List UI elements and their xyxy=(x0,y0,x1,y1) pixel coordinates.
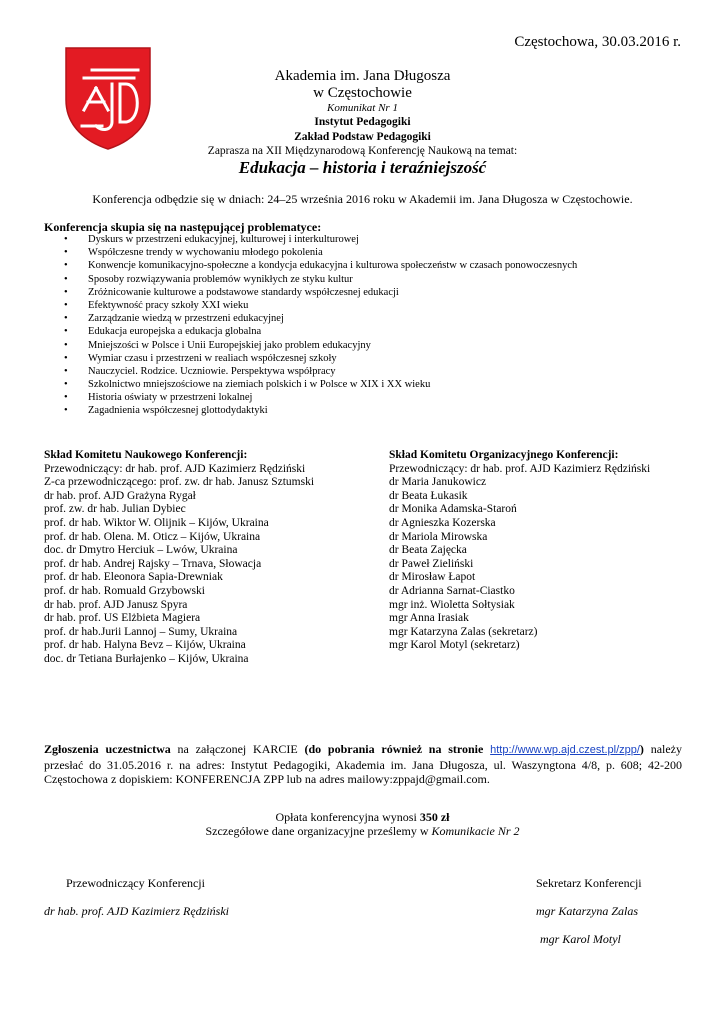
registration-paren: ) xyxy=(639,742,644,756)
committee-member: dr Agnieszka Kozerska xyxy=(389,516,496,529)
registration-lead: Zgłoszenia uczestnictwa xyxy=(44,742,171,756)
topic-item: • Zagadnienia współczesnej glottodydaktyki xyxy=(62,404,577,417)
city-date: Częstochowa, 30.03.2016 r. xyxy=(514,34,681,50)
registration-download: (do pobrania również na stronie xyxy=(304,742,491,756)
committee-member: dr Mariola Mirowska xyxy=(389,530,488,543)
topic-item: • Wymiar czasu i przestrzeni w realiach współczesnej szkoły xyxy=(62,352,577,365)
committee-member: mgr Karol Motyl (sekretarz) xyxy=(389,639,520,652)
committee-member: prof. dr hab. Wiktor W. Olijnik – Kijów, Ukraina xyxy=(44,516,269,529)
committee-member: prof. dr hab. Eleonora Sapia-Drewniak xyxy=(44,571,223,584)
committee-member: prof. dr hab. Romuald Grzybowski xyxy=(44,584,205,597)
registration-address: należy przesłać do 31.05.2016 r. na adres: Instytut Pedagogiki, Akademia im. Jana Długosza, ul. Waszyngtona 4/8, p. 608; 42-200 Częstochowa z dopiskiem: KONFERENCJA ZPP lub na adres mailowy:zppajd@gmail.com. xyxy=(44,742,683,786)
department-name: Zakład Podstaw Pedagogiki xyxy=(294,131,431,143)
committee-member: prof. zw. dr hab. Julian Dybiec xyxy=(44,503,186,516)
committee-member: dr Beata Zajęcka xyxy=(389,544,467,557)
komunikat-label: Komunikat Nr 1 xyxy=(327,102,398,114)
invitation-text: Zaprasza na XII Międzynarodową Konferencję Naukową na temat: xyxy=(207,145,518,157)
conference-theme: Edukacja – historia i teraźniejszość xyxy=(238,158,487,177)
conference-dates: Konferencja odbędzie się w dniach: 24–25 września 2016 roku w Akademii im. Jana Długosza w Częstochowie. xyxy=(92,192,633,206)
topic-item: • Mniejszości w Polsce i Unii Europejskiej jako problem edukacyjny xyxy=(62,339,577,352)
committee-member: prof. dr hab.Jurii Lannoj – Sumy, Ukraina xyxy=(44,625,238,638)
scientific-committee xyxy=(44,449,314,667)
organizing-committee-title: Skład Komitetu Organizacyjnego Konferencji: xyxy=(389,449,619,461)
topic-item: • Nauczyciel. Rodzice. Uczniowie. Perspektywa współpracy xyxy=(62,365,577,378)
registration-link[interactable]: http://www.wp.ajd.czest.pl/zpp/ xyxy=(490,744,640,756)
academy-name-line2: w Częstochowie xyxy=(313,85,412,101)
topic-item: • Zarządzanie wiedzą w przestrzeni edukacyjnej xyxy=(62,312,577,325)
topic-item: • Dyskurs w przestrzeni edukacyjnej, kulturowej i interkulturowej xyxy=(62,233,577,246)
committee-member: prof. dr hab. Olena. M. Oticz – Kijów, Ukraina xyxy=(44,530,261,543)
details-ref: Komunikacie Nr 2 xyxy=(431,824,520,838)
organizing-committee xyxy=(389,449,650,653)
committee-member: dr Beata Łukasik xyxy=(389,489,468,502)
topic-item: • Edukacja europejska a edukacja globalna xyxy=(62,325,577,338)
registration-card: na załączonej KARCIE xyxy=(170,742,305,756)
academy-name-line1: Akademia im. Jana Długosza xyxy=(274,68,451,84)
fee-amount: 350 zł xyxy=(419,810,450,824)
topic-item: • Konwencje komunikacyjno-społeczne a kondycja edukacyjna i kulturowa społeczeństw w czasach ponowoczesnych xyxy=(62,259,577,272)
topic-item: • Historia oświaty w przestrzeni lokalnej xyxy=(62,391,577,404)
committee-member: doc. dr Tetiana Burłajenko – Kijów, Ukraina xyxy=(44,652,249,665)
organizing-committee-members xyxy=(389,463,650,653)
committee-member: dr Maria Janukowicz xyxy=(389,476,487,489)
committee-member: dr hab. prof. AJD Janusz Spyra xyxy=(44,598,188,611)
institute-name: Instytut Pedagogiki xyxy=(314,116,411,128)
fee-line xyxy=(0,810,725,825)
committee-member: prof. dr hab. Andrej Rajsky – Trnava, Słowacja xyxy=(44,557,262,570)
committee-member: dr hab. prof. AJD Grażyna Rygał xyxy=(44,489,196,502)
topic-item: • Szkolnictwo mniejszościowe na ziemiach polskich i w Polsce w XIX i XX wieku xyxy=(62,378,577,391)
details-text: Szczegółowe dane organizacyjne prześlemy w xyxy=(205,824,432,838)
committee-member: Z-ca przewodniczącego: prof. zw. dr hab. Janusz Sztumski xyxy=(44,476,315,489)
chair-title: Przewodniczący Konferencji xyxy=(66,876,205,890)
committee-member: Przewodniczący: dr hab. prof. AJD Kazimierz Rędziński xyxy=(44,462,306,475)
topic-item: • Efektywność pracy szkoły XXI wieku xyxy=(62,299,577,312)
registration-info xyxy=(44,742,682,787)
topic-item: • Zróżnicowanie kulturowe a podstawowe standardy współczesnej edukacji xyxy=(62,286,577,299)
chair-name: dr hab. prof. AJD Kazimierz Rędziński xyxy=(44,904,229,918)
topics-list xyxy=(62,233,577,418)
committee-member: mgr Katarzyna Zalas (sekretarz) xyxy=(389,625,538,638)
committee-member: doc. dr Dmytro Herciuk – Lwów, Ukraina xyxy=(44,544,238,557)
secretary-title: Sekretarz Konferencji xyxy=(536,876,642,890)
committee-member: dr Monika Adamska-Staroń xyxy=(389,503,517,516)
committee-member: prof. dr hab. Halyna Bevz – Kijów, Ukraina xyxy=(44,639,246,652)
details-line xyxy=(0,824,725,839)
topic-item: • Sposoby rozwiązywania problemów wynikłych ze styku kultur xyxy=(62,273,577,286)
scientific-committee-title: Skład Komitetu Naukowego Konferencji: xyxy=(44,449,248,461)
committee-member: dr hab. prof. US Elżbieta Magiera xyxy=(44,612,201,625)
committee-member: mgr inż. Wioletta Sołtysiak xyxy=(389,598,515,611)
committee-member: Przewodniczący: dr hab. prof. AJD Kazimierz Rędziński xyxy=(389,462,651,475)
committee-member: dr Mirosław Łapot xyxy=(389,571,476,584)
secretary-name-2: mgr Karol Motyl xyxy=(540,932,621,946)
scientific-committee-members xyxy=(44,463,314,667)
committee-member: dr Adrianna Sarnat-Ciastko xyxy=(389,584,515,597)
committee-member: mgr Anna Irasiak xyxy=(389,612,469,625)
committee-member: dr Paweł Zieliński xyxy=(389,557,474,570)
secretary-name-1: mgr Katarzyna Zalas xyxy=(536,904,639,918)
topic-item: • Współczesne trendy w wychowaniu młodego pokolenia xyxy=(62,246,577,259)
fee-text: Opłata konferencyjna wynosi xyxy=(275,810,420,824)
topics-heading: Konferencja skupia się na następującej problematyce: xyxy=(44,220,322,234)
